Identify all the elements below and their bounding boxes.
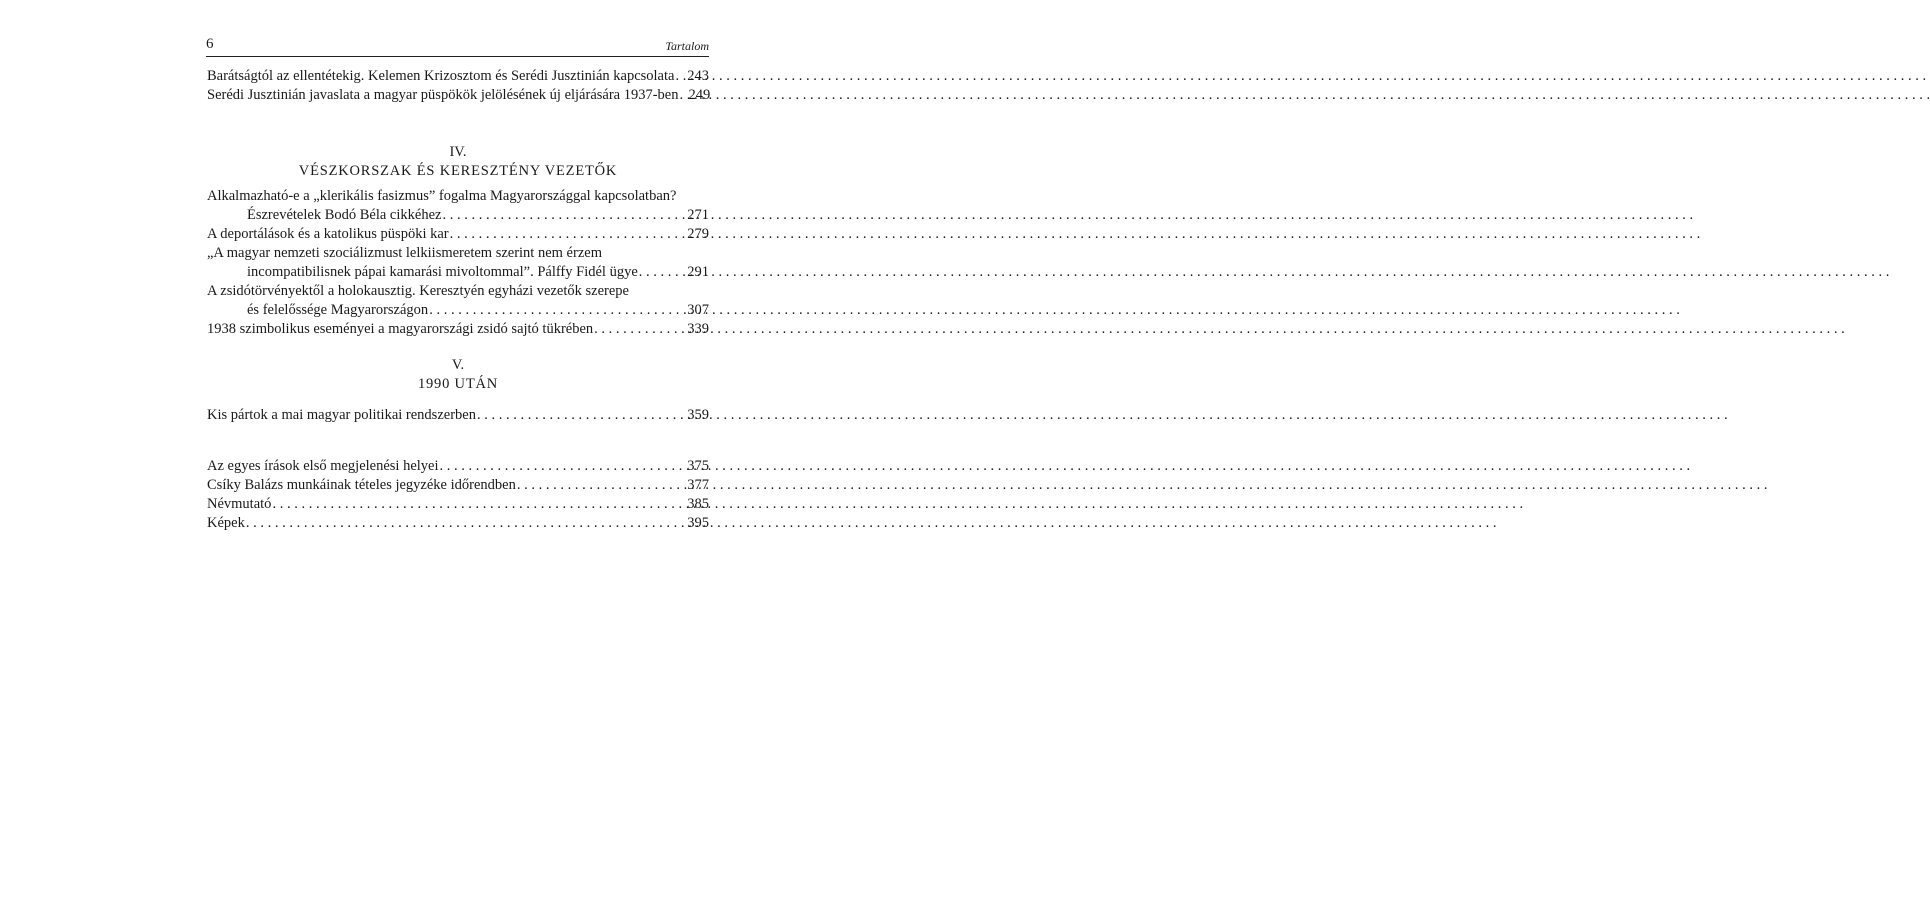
leader-dots	[675, 67, 686, 86]
entry-title: Az egyes írások első megjelenési helyei	[207, 458, 439, 474]
leader-dots	[450, 225, 687, 244]
entry-title-continued: Észrevételek Bodó Béla cikkéhez	[247, 207, 442, 223]
toc-entry	[207, 187, 709, 225]
entry-title: Kis pártok a mai magyar politikai rendszerben	[207, 407, 476, 423]
section-number: V.	[451, 357, 465, 373]
toc-entry	[207, 476, 709, 495]
leader-dots	[517, 476, 686, 495]
entry-page: 339	[687, 321, 709, 337]
toc-entry	[207, 225, 709, 244]
section-entries	[207, 187, 709, 339]
toc-entry	[207, 406, 709, 425]
leader-dots	[440, 457, 687, 476]
entry-title-continued: és felelőssége Magyarországon	[247, 302, 429, 318]
running-header	[206, 36, 709, 57]
leader-dots	[639, 263, 687, 282]
section-entries	[207, 406, 709, 425]
section-heading	[207, 143, 709, 181]
entry-title-continued: incompatibilisnek pápai kamarási mivoltommal”. Pálffy Fidél ügye	[247, 264, 638, 280]
entry-title: Csíky Balázs munkáinak tételes jegyzéke időrendben	[207, 477, 516, 493]
entry-title: A deportálások és a katolikus püspöki kar	[207, 226, 449, 242]
entry-page: 375	[687, 458, 709, 474]
entry-page: 377	[687, 477, 709, 493]
entry-title: Névmutató	[207, 496, 272, 512]
running-title: Tartalom	[665, 39, 709, 53]
section-number: IV.	[449, 144, 467, 160]
entry-title: Serédi Jusztinián javaslata a magyar püspökök jelölésének új eljárására 1937-ben	[207, 87, 679, 103]
entry-title: „A magyar nemzeti szociálizmust lelkiismeretem szerint nem érzem	[207, 245, 602, 261]
entry-page: 359	[687, 407, 709, 423]
section-heading	[207, 356, 709, 394]
toc-entry	[207, 320, 709, 339]
leader-dots	[246, 514, 686, 533]
back-matter-entries	[207, 457, 709, 533]
entry-page: 279	[687, 226, 709, 242]
entry-title: Képek	[207, 515, 245, 531]
toc-entry	[207, 495, 709, 514]
toc-entry	[207, 244, 709, 282]
toc-entry	[207, 514, 709, 533]
entry-title: Barátságtól az ellentétekig. Kelemen Krizosztom és Serédi Jusztinián kapcsolata	[207, 68, 675, 84]
toc-entry	[207, 457, 709, 476]
leader-dots	[594, 320, 686, 339]
leader-dots	[477, 406, 686, 425]
entry-page: 395	[687, 515, 709, 531]
leader-dots	[680, 86, 688, 105]
toc-entry	[207, 86, 709, 105]
entry-title: 1938 szimbolikus eseményei a magyarországi zsidó sajtó tükrében	[207, 321, 594, 337]
entry-page: 249	[688, 87, 711, 103]
leader-dots	[272, 495, 686, 514]
intro-entries	[207, 67, 709, 105]
book-page	[0, 0, 900, 900]
entry-page: 291	[687, 264, 709, 280]
page-number: 6	[206, 36, 214, 52]
section-title: 1990 UTÁN	[417, 376, 499, 392]
entry-title: A zsidótörvényektől a holokausztig. Keresztyén egyházi vezetők szerepe	[207, 283, 629, 299]
toc-entry	[207, 282, 709, 320]
section-title: VÉSZKORSZAK ÉS KERESZTÉNY VEZETŐK	[298, 163, 618, 179]
entry-page: 271	[687, 207, 709, 223]
leader-dots	[442, 206, 686, 225]
entry-page: 307	[687, 302, 709, 318]
leader-dots	[429, 301, 686, 320]
entry-page: 243	[687, 68, 709, 84]
entry-title: Alkalmazható-e a „klerikális fasizmus” fogalma Magyarországgal kapcsolatban?	[207, 188, 677, 204]
entry-page: 385	[687, 496, 709, 512]
toc-entry	[207, 67, 709, 86]
